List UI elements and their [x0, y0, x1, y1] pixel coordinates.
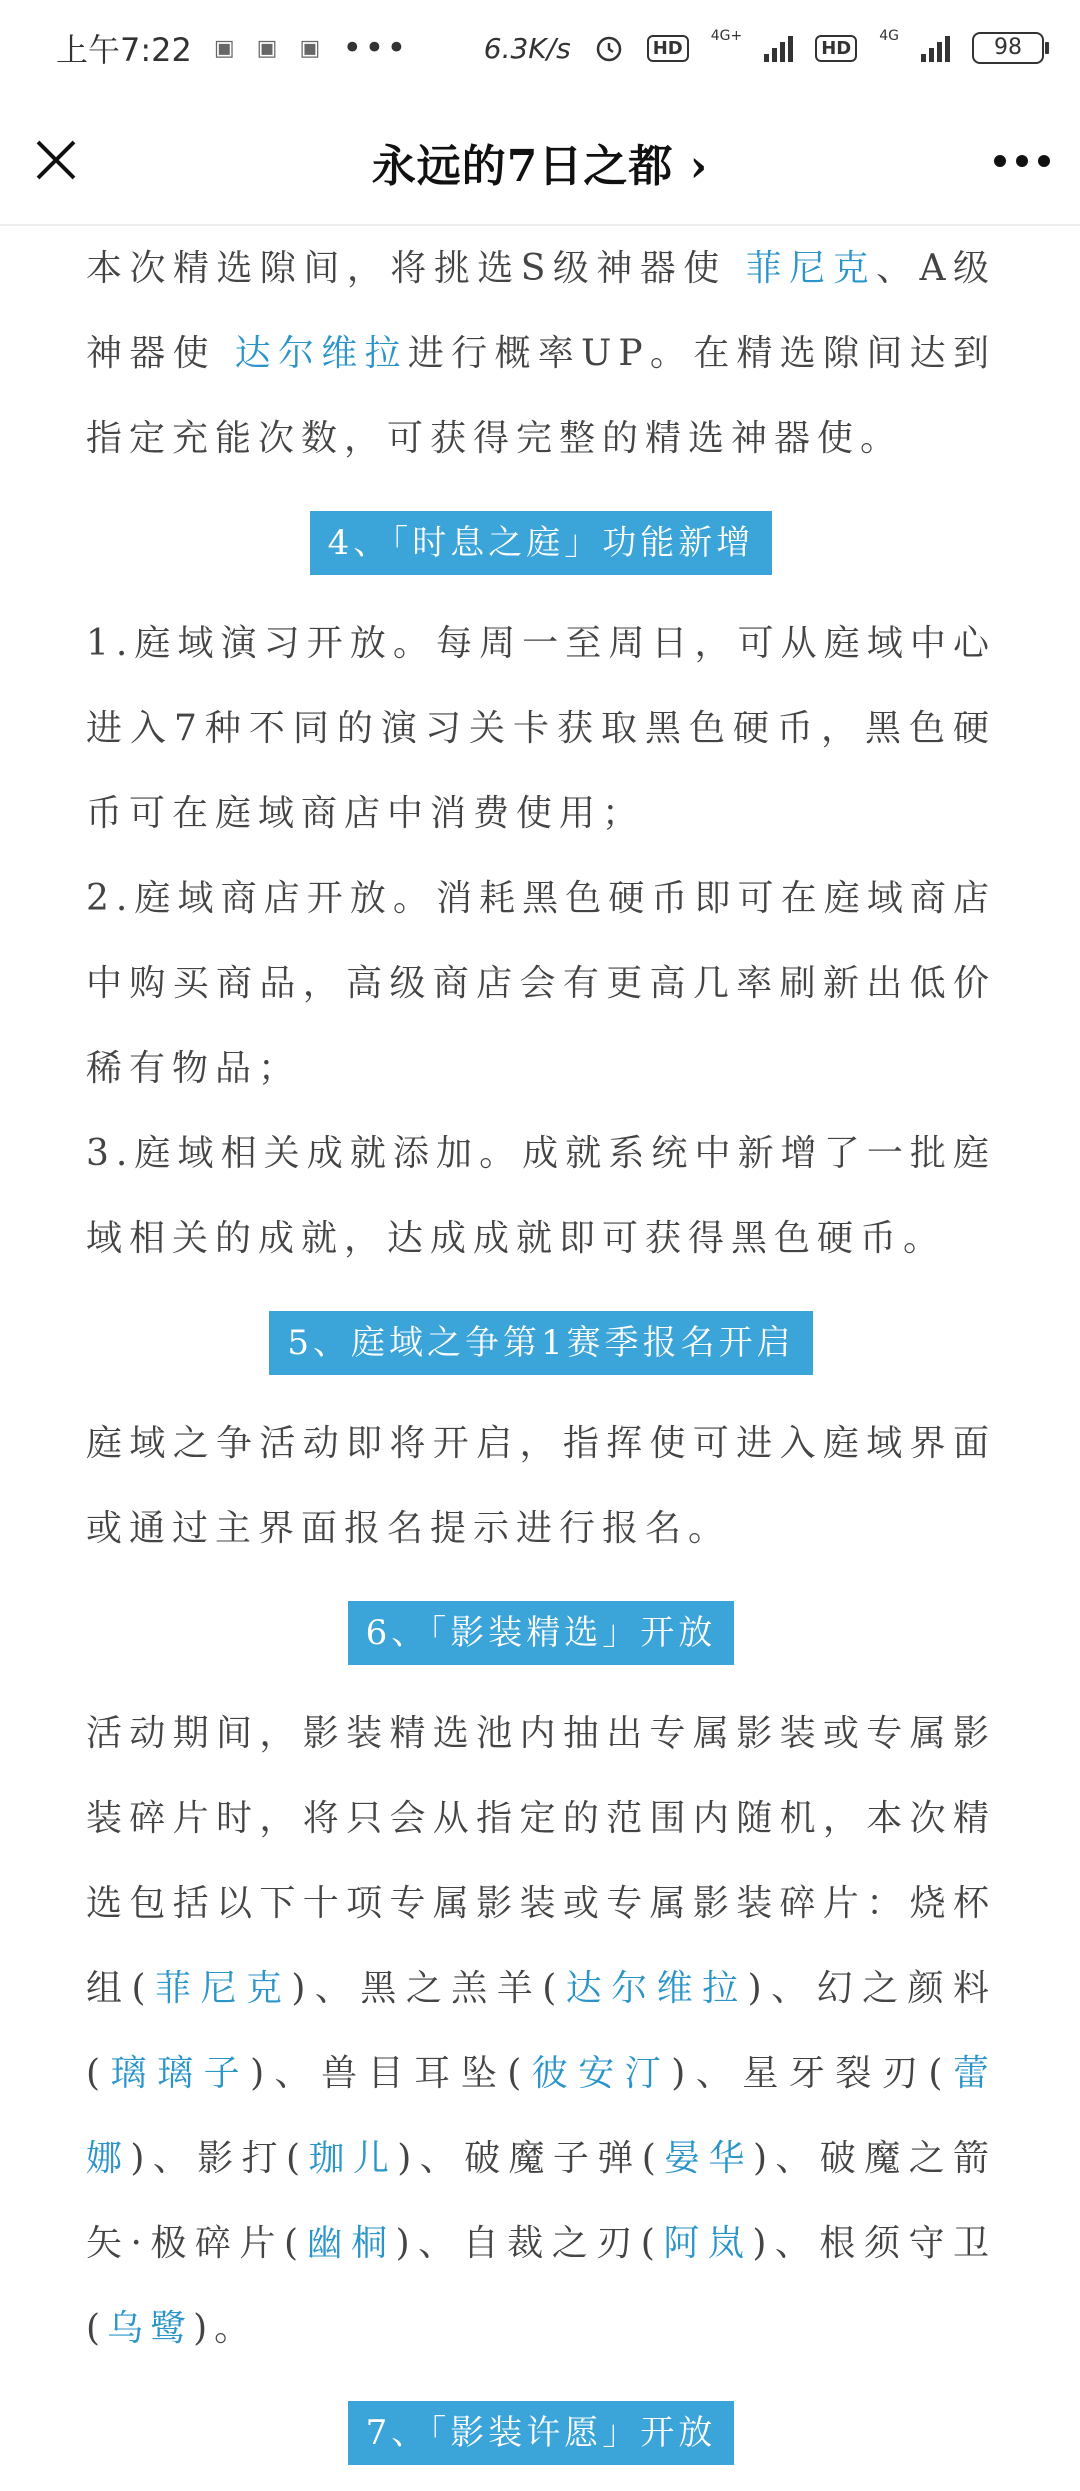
section-heading-text: 7、「影装许愿」开放: [348, 2401, 735, 2465]
signal-icon: [921, 34, 950, 62]
battery-icon: [972, 32, 1044, 64]
notification-image-icon: ▣: [256, 35, 278, 61]
paragraph-5: 庭域之争活动即将开启，指挥使可进入庭域界面或通过主界面报名提示进行报名。: [86, 1423, 996, 1549]
status-time: 上午7:22: [56, 31, 192, 69]
highlighted-name-link[interactable]: 蕾娜: [86, 2053, 996, 2179]
paragraph-4-3: 3.庭域相关成就添加。成就系统中新增了一批庭域相关的成就，达成成就即可获得黑色硬币。: [86, 1133, 996, 1259]
paragraph-intro: [86, 226, 996, 481]
text-segment: )。: [193, 2308, 258, 2349]
text-segment: )、星牙裂刃(: [671, 2053, 950, 2094]
page-title-text: 永远的7日之都: [371, 141, 674, 192]
text-segment: )、根须守卫(: [86, 2223, 996, 2349]
text-segment: 、A级神器使: [86, 248, 997, 374]
signal-icon: [764, 34, 793, 62]
network-type-label: 4G: [879, 28, 899, 44]
highlighted-name-link[interactable]: 幽桐: [305, 2223, 396, 2264]
text-segment: 活动期间，影装精选池内抽出专属影装或专属影装碎片时，将只会从指定的范围内随机，本次精选包括以下十项专属影装或专属影装碎片：烧杯组(: [86, 1713, 996, 2009]
highlighted-name-link[interactable]: 达尔维拉: [234, 333, 408, 374]
section-heading-7: [86, 2401, 996, 2465]
more-options-icon[interactable]: [994, 152, 1050, 170]
section-heading-text: 4、「时息之庭」功能新增: [310, 511, 773, 575]
section-heading-4: [86, 511, 996, 575]
hd-badge: HD: [647, 35, 689, 62]
section-heading-text: 5、庭域之争第1赛季报名开启: [269, 1311, 812, 1375]
highlighted-name-link[interactable]: 晏华: [662, 2138, 753, 2179]
chevron-right-icon: ›: [689, 141, 709, 192]
text-segment: )、影打(: [130, 2138, 308, 2179]
more-notifications-icon: •••: [342, 28, 409, 68]
paragraph-4-1: 1.庭域演习开放。每周一至周日，可从庭域中心进入7种不同的演习关卡获取黑色硬币，黑色硬币可在庭域商店中消费使用；: [86, 623, 996, 834]
highlighted-name-link[interactable]: 菲尼克: [152, 1968, 292, 2009]
title-bar: [0, 96, 1080, 226]
text-segment: )、黑之羔羊(: [291, 1968, 564, 2009]
highlighted-name-link[interactable]: 璃璃子: [107, 2053, 251, 2094]
highlighted-name-link[interactable]: 彼安汀: [528, 2053, 672, 2094]
alarm-icon: [593, 32, 625, 64]
section-heading-6: [86, 1601, 996, 1665]
paragraph-6: [86, 1691, 996, 2371]
highlighted-name-link[interactable]: 阿岚: [661, 2223, 753, 2264]
battery-level: 98: [994, 35, 1022, 60]
status-bar: [0, 0, 1080, 96]
text-segment: )、破魔之箭矢·极碎片(: [86, 2138, 996, 2264]
highlighted-name-link[interactable]: 达尔维拉: [563, 1968, 748, 2009]
text-segment: )、幻之颜料(: [86, 1968, 996, 2094]
text-segment: )、自裁之刃(: [395, 2223, 662, 2264]
text-segment: )、兽目耳坠(: [250, 2053, 529, 2094]
section-heading-5: [86, 1311, 996, 1375]
notification-image-icon: ▣: [213, 35, 235, 61]
page-title[interactable]: [0, 130, 1080, 194]
text-segment: 进行概率UP。在精选隙间达到指定充能次数，可获得完整的精选神器使。: [86, 333, 996, 459]
article-content: [86, 226, 996, 2491]
section-heading-text: 6、「影装精选」开放: [348, 1601, 735, 1665]
hd-badge: HD: [815, 35, 857, 62]
highlighted-name-link[interactable]: 菲尼克: [745, 248, 877, 289]
notification-image-icon: ▣: [299, 35, 321, 61]
text-segment: )、破魔子弹(: [397, 2138, 663, 2179]
text-segment: 本次精选隙间，将挑选S级神器使: [86, 248, 746, 289]
highlighted-name-link[interactable]: 珈儿: [307, 2138, 398, 2179]
highlighted-name-link[interactable]: 乌鹭: [107, 2308, 194, 2349]
paragraph-4-2: 2.庭域商店开放。消耗黑色硬币即可在庭域商店中购买商品，高级商店会有更高几率刷新出低价稀有物品；: [86, 878, 996, 1089]
network-type-label: 4G+: [710, 28, 743, 44]
network-speed: 6.3K/s: [483, 31, 571, 65]
